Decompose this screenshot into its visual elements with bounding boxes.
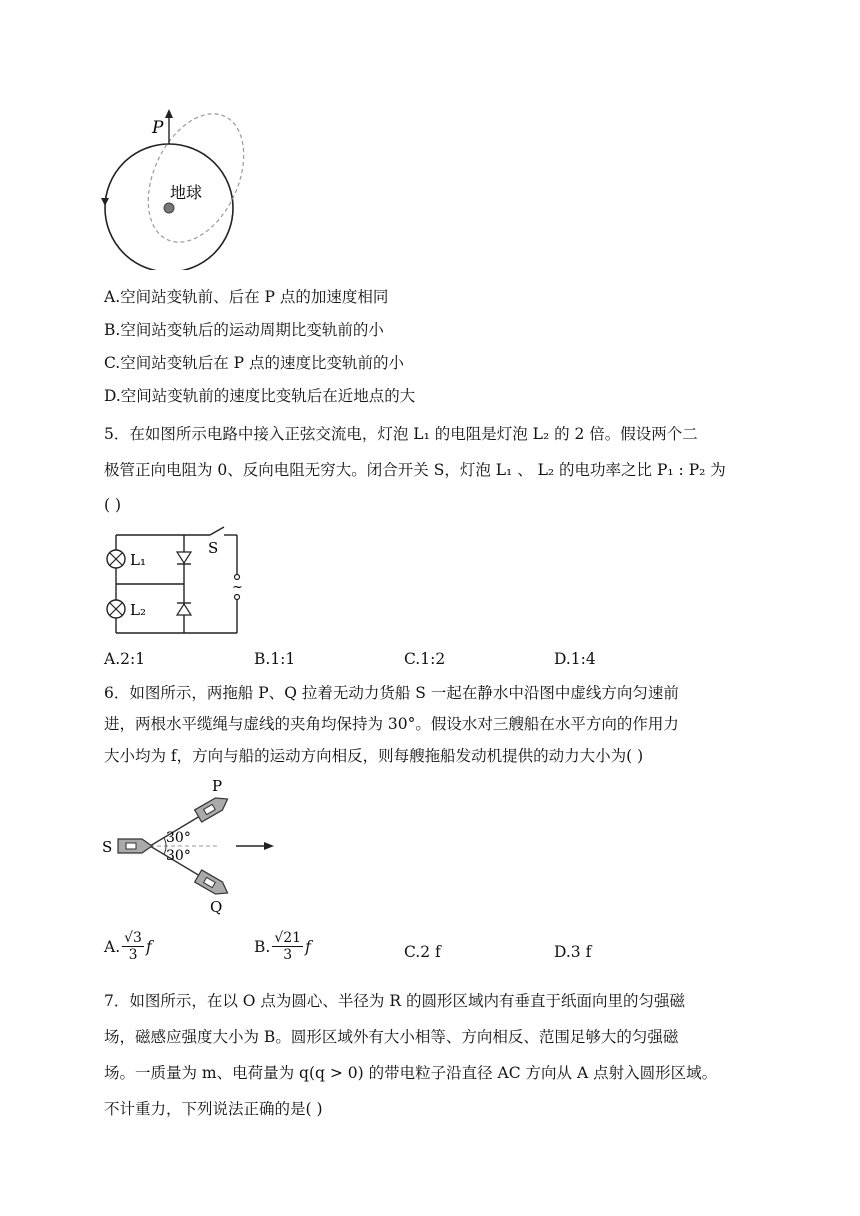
- q5-option-d: D.1:4: [554, 650, 596, 668]
- q5-option-a: A.2:1: [104, 650, 146, 668]
- angle-top: 30°: [166, 830, 191, 846]
- q7-line-4: 不计重力，下列说法正确的是( ): [104, 1100, 323, 1118]
- q7-line-3: 场。一质量为 m、电荷量为 q(q > 0) 的带电粒子沿直径 AC 方向从 A 点射入圆形区域。: [104, 1064, 718, 1082]
- q5-option-b: B.1:1: [254, 650, 296, 668]
- label-l1: L₁: [130, 551, 146, 569]
- q6-option-b: B. $\frac{√21}{3}$ f: [254, 930, 311, 963]
- q6-line-2: 进，两根水平缆绳与虚线的夹角均保持为 30°。假设水对三艘船在水平方向的作用力: [104, 715, 679, 733]
- label-ac: ~: [232, 580, 243, 595]
- angle-bottom: 30°: [166, 848, 191, 864]
- label-q: Q: [210, 898, 223, 916]
- q4-option-c: C.空间站变轨后在 P 点的速度比变轨前的小: [104, 354, 405, 372]
- label-earth: 地球: [170, 183, 203, 202]
- circuit-diagram: [100, 525, 250, 640]
- q6-option-d: D.3 f: [554, 943, 592, 961]
- q6-line-1: 6．如图所示，两拖船 P、Q 拉着无动力货船 S 一起在静水中沿图中虚线方向匀速前: [104, 684, 679, 702]
- tugboat-diagram: [100, 776, 280, 916]
- label-l2: L₂: [130, 601, 146, 619]
- q6-option-c: C.2 f: [404, 943, 441, 961]
- q4-option-d: D.空间站变轨前的速度比变轨后在近地点的大: [104, 387, 416, 405]
- label-p: P: [152, 118, 164, 138]
- q6-option-a: A. $\frac{√3}{3}$ f: [104, 930, 152, 963]
- q7-line-1: 7．如图所示，在以 O 点为圆心、半径为 R 的圆形区域内有垂直于纸面向里的匀强磁: [104, 992, 685, 1010]
- label-s: S: [102, 838, 113, 856]
- label-p: P: [212, 777, 223, 795]
- label-s: S: [208, 539, 219, 557]
- q7-line-2: 场，磁感应强度大小为 B。圆形区域外有大小相等、方向相反、范围足够大的匀强磁: [104, 1028, 679, 1046]
- q4-option-b: B.空间站变轨后的运动周期比变轨前的小: [104, 321, 384, 339]
- q4-option-a: A.空间站变轨前、后在 P 点的加速度相同: [104, 288, 389, 306]
- q5-line-3: ( ): [104, 496, 122, 514]
- q5-line-2: 极管正向电阻为 0、反向电阻无穷大。闭合开关 S，灯泡 L₁ 、 L₂ 的电功率之比 P₁ : P₂ 为: [104, 461, 726, 479]
- orbit-diagram: [96, 106, 256, 270]
- q6-line-3: 大小均为 f，方向与船的运动方向相反，则每艘拖船发动机提供的动力大小为( ): [104, 747, 644, 765]
- q5-option-c: C.1:2: [404, 650, 446, 668]
- q5-line-1: 5．在如图所示电路中接入正弦交流电，灯泡 L₁ 的电阻是灯泡 L₂ 的 2 倍。假设两个二: [104, 425, 698, 443]
